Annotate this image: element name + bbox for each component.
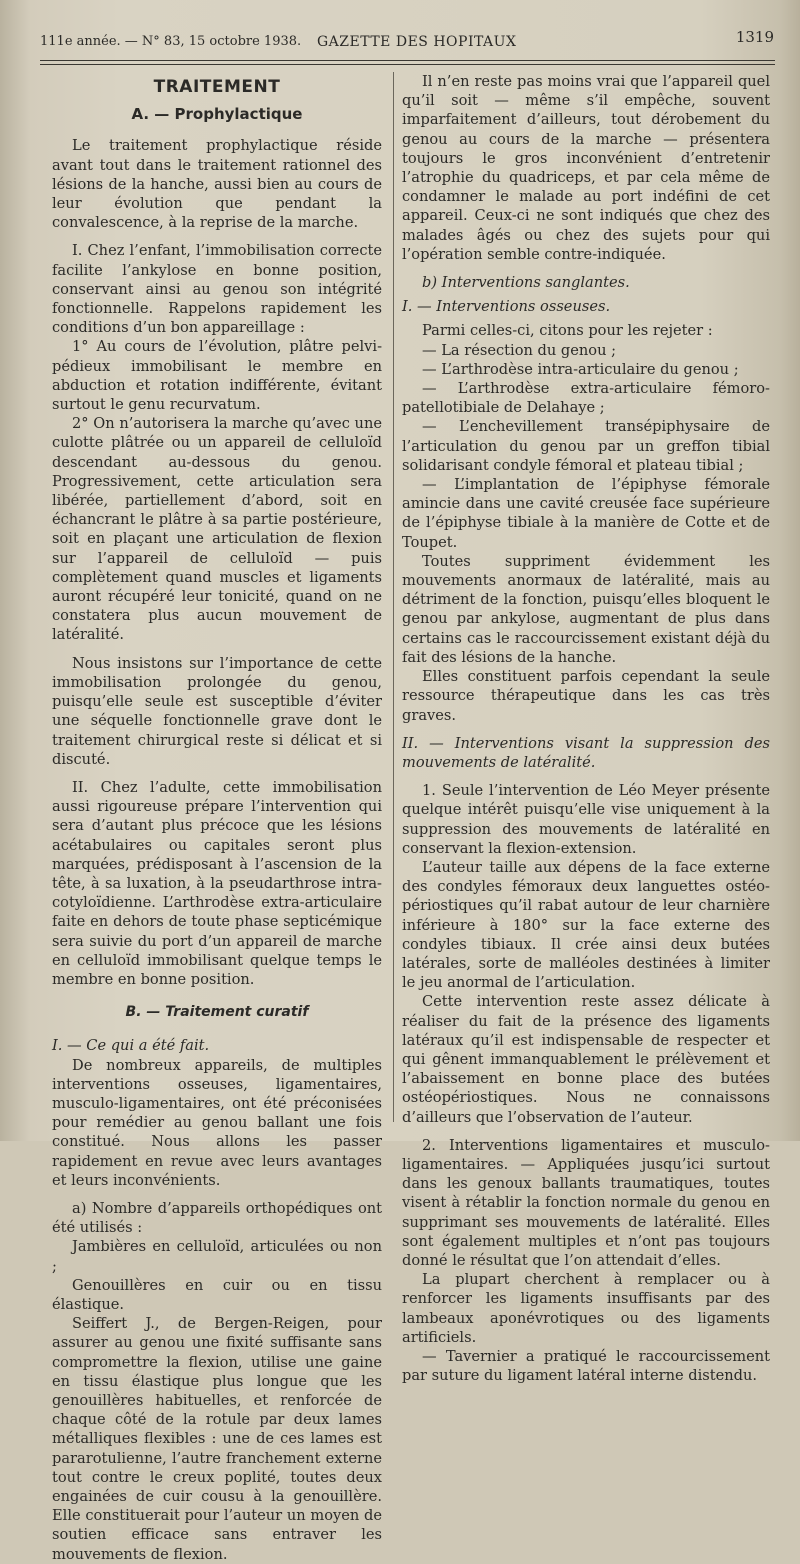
- column-divider: [393, 72, 394, 1122]
- list-item: — L’arthrodèse intra-articulaire du genou ;: [422, 360, 739, 378]
- paragraph: 1. Seule l’intervention de Léo Meyer présente quelque intérêt puisqu’elle vise uniquement à la suppression des mouvements de latéralité en conservant la flexion-extension.: [402, 782, 770, 857]
- paragraph: Seiffert J., de Bergen-Reigen, pour assurer au genou une fixité suffisante sans compromettre la flexion, utilise une gaine en tissu élastique plus longue que les genouillères habituelles, et renforcée de chaque côté de la rotule par deux lames métalliques flexibles : une de ces lames est pararotulienne, l’autre franchement externe tout contre le creux poplité, toutes deux engainées de cuir cousu à la genouillère. Elle constituerait pour l’auteur un moyen de soutien efficace sans entraver les mouvements de flexion.: [52, 1315, 382, 1563]
- paragraph: Il n’en reste pas moins vrai que l’appareil quel qu’il soit — même s’il empêche, souvent imparfaitement d’ailleurs, tout dérobement du genou au cours de la marche — présentera toujours le gros inconvénient d’entretenir l’atrophie du quadriceps, et par cela même de condamner le malade au port indéfini de cet appareil. Ceux-ci ne sont indiqués que chez des malades âgés ou chez des sujets pour qui l’opération semble contre-indiquée.: [402, 73, 770, 263]
- paragraph: I. Chez l’enfant, l’immobilisation correcte facilite l’ankylose en bonne position, conservant ainsi au genou son intégrité fonctionnelle. Rappelons rapidement les conditions d’un bon appareillage :: [52, 242, 382, 337]
- subsection-heading: I. — Ce qui a été fait.: [52, 1037, 210, 1055]
- issue-info: 111e année. — N° 83, 15 octobre 1938.: [40, 34, 302, 49]
- subsection-heading: II. — Interventions visant la suppression des mouvements de latéralité.: [402, 734, 770, 771]
- page-header: [40, 28, 780, 64]
- paragraph: De nombreux appareils, de multiples interventions osseuses, ligamentaires, musculo-ligamentaires, ont été préconisées pour remédier au genou ballant une fois constitué. Nous allons les passer rapidement en revue avec leurs avantages et leurs inconvénients.: [52, 1056, 382, 1189]
- list-item: — L’implantation de l’épiphyse fémorale amincie dans une cavité creusée face supérieure de l’épiphyse tibiale à la manière de Cotte et de Toupet.: [402, 476, 770, 551]
- paragraph: Elles constituent parfois cependant la seule ressource thérapeutique dans les cas très graves.: [402, 668, 770, 724]
- header-rule: [40, 60, 775, 61]
- paragraph: Cette intervention reste assez délicate à réaliser du fait de la présence des ligaments latéraux qu’il est indispensable de respecter et qui gênent immanquablement le prélèvement et l’abaissement en bonne place des butées ostéopériostiques. Nous ne connaissons d’ailleurs que l’observation de l’auteur.: [402, 993, 770, 1126]
- paragraph: — Tavernier a pratiqué le raccourcissement par suture du ligament latéral interne distendu.: [402, 1348, 770, 1385]
- subsection-b-title: B. — Traitement curatif: [125, 1004, 309, 1021]
- list-item: Jambières en celluloïd, articulées ou non ;: [52, 1238, 382, 1275]
- subsection-a-title: A. — Prophylactique: [131, 105, 303, 124]
- paragraph: 2. Interventions ligamentaires et musculo-ligamentaires. — Appliquées jusqu’ici surtout dans les genoux ballants traumatiques, toutes visent à rétablir la fonction normale du genou en supprimant ses mouvements de latéralité. Elles sont également multiples et n’ont pas toujours donné le résultat que l’on attendait d’elles.: [402, 1136, 770, 1269]
- paragraph: 1° Au cours de l’évolution, plâtre pelvi-pédieux immobilisant le membre en abduction et rotation indifférente, évitant surtout le genu recurvatum.: [52, 338, 382, 414]
- paragraph: Nous insistons sur l’importance de cette immobilisation prolongée du genou, puisqu’elle seule est susceptible d’éviter une séquelle fonctionnelle grave dont le traitement chirurgical reste si délicat et si discuté.: [52, 654, 382, 768]
- paragraph: II. Chez l’adulte, cette immobilisation aussi rigoureuse prépare l’intervention qui sera d’autant plus précoce que les lésions acétabulaires ou capitales seront plus marquées, prédisposant à l’ascension de la tête, à sa luxation, à la pseudarthrose intra-cotyloïdienne. L’arthrodèse extra-articulaire faite en dehors de toute phase septicémique sera suivie du port d’un appareil de marche en celluloïd immobilisant quelque temps le membre en bonne position.: [52, 778, 382, 988]
- list-item: — L’enchevillement transépiphysaire de l’articulation du genou par un greffon tibial solidarisant condyle fémoral et plateau tibial ;: [402, 418, 770, 474]
- header-rule-thin: [40, 64, 775, 65]
- paragraph: L’auteur taille aux dépens de la face externe des condyles fémoraux deux languettes ostéo-périostiques qu’il rabat autour de leur charnière inférieure à 180° sur la face externe des condyles tibiaux. Il crée ainsi deux butées latérales, sorte de malléoles destinées à limiter le jeu anormal de l’articulation.: [402, 858, 770, 992]
- paragraph: Parmi celles-ci, citons pour les rejeter :: [422, 322, 713, 340]
- paragraph: La plupart cherchent à remplacer ou à renforcer les ligaments insuffisants par des lambeaux aponévrotiques ou des ligaments artificiels.: [402, 1271, 770, 1346]
- paragraph: a) Nombre d’appareils orthopédiques ont été utilisés :: [52, 1199, 382, 1237]
- subsection-heading: b) Interventions sanglantes.: [422, 274, 630, 292]
- section-title: TRAITEMENT: [153, 77, 281, 97]
- paragraph: 2° On n’autorisera la marche qu’avec une culotte plâtrée ou un appareil de celluloïd descendant au-dessous du genou. Progressivement, cette articulation sera libérée, partiellement d’abord, soit en échancrant le plâtre à sa partie postérieure, soit en plaçant une articulation de flexion sur l’appareil de celluloïd — puis complètement quand muscles et ligaments auront récupéré leur tonicité, quand on ne constatera plus aucun mouvement de latéralité.: [52, 415, 382, 644]
- paragraph: Le traitement prophylactique réside avant tout dans le traitement rationnel des lésions de la hanche, aussi bien au cours de leur évolution que pendant la convalescence, à la reprise de la marche.: [52, 137, 382, 232]
- subsection-heading: I. — Interventions osseuses.: [402, 298, 611, 316]
- right-column: [402, 72, 770, 1385]
- list-item: — La résection du genou ;: [422, 341, 617, 359]
- journal-title: GAZETTE DES HOPITAUX: [317, 34, 517, 50]
- page-number: 1319: [735, 28, 774, 46]
- left-column: [52, 72, 382, 1564]
- list-item: — L’arthrodèse extra-articulaire fémoro-patellotibiale de Delahaye ;: [402, 380, 770, 417]
- list-item: Genouillères en cuir ou en tissu élastique.: [52, 1276, 382, 1313]
- paragraph: Toutes suppriment évidemment les mouvements anormaux de latéralité, mais au détriment de la fonction, puisqu’elles bloquent le genou par ankylose, augmentant de plus dans certains cas le raccourcissement existant déjà du fait des lésions de la hanche.: [402, 552, 770, 666]
